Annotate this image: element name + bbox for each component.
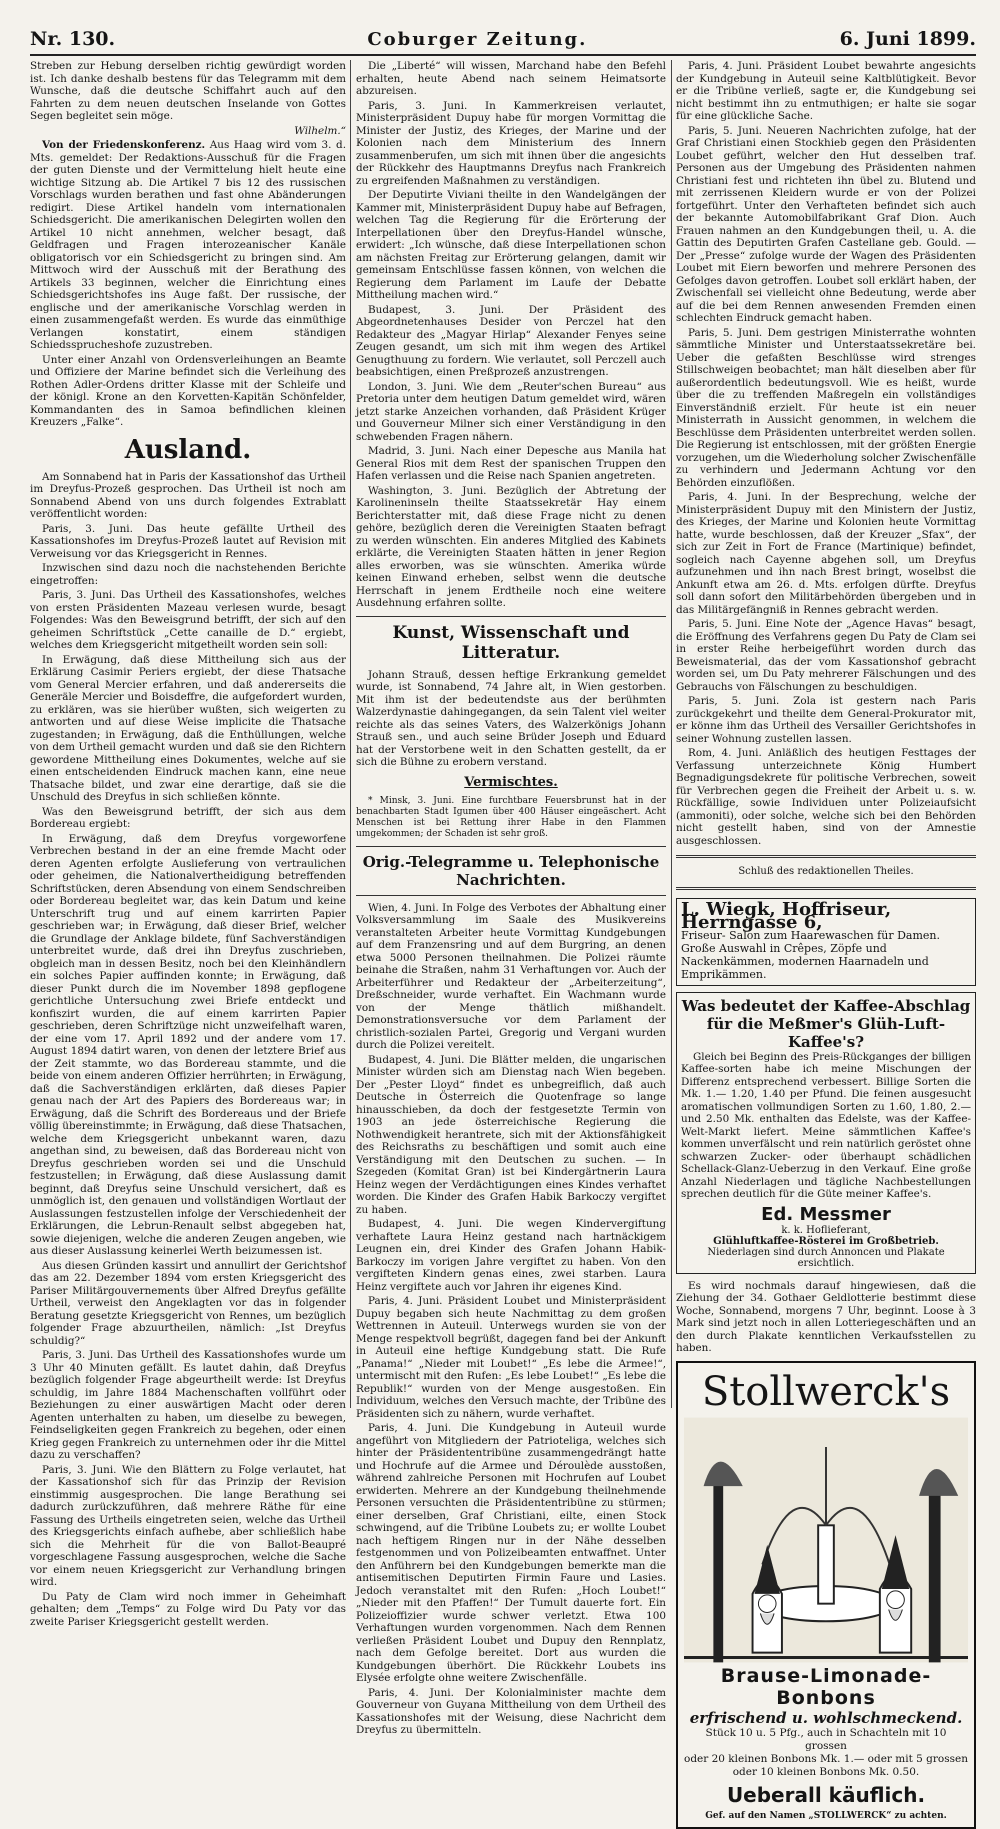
ad-signature: Ed. Messmer <box>761 1203 891 1225</box>
article-text: Paris, 5. Juni. Zola ist gestern nach Paris zurückgekehrt und theilte dem General-Prokurator mit, er könne ihm das Urtheil des Versailler Gerichtshofes in seiner Wohnung zustellen lassen. <box>676 695 976 745</box>
lottery-notice: Es wird nochmals darauf hingewiesen, daß die Ziehung der 34. Gothaer Geldlotterie bestimmt diese Woche, Sonnabend, morgens 7 Uhr, beginnt. Loose à 3 Mark sind jetzt noch in allen Lotteriegeschäften und an den durch Plakate kenntlichen Verkaufsstellen zu haben. <box>676 1279 976 1354</box>
page-header <box>30 24 976 56</box>
ad-price: Stück 10 u. 5 Pfg., auch in Schachteln mit 10 grossen <box>705 1726 947 1752</box>
ad-text: Gleich bei Beginn des Preis-Rückganges der billigen Kaffee-sorten habe ich meine Mischungen der Differenz entsprechend verbessert. Billige Sorten die Mk. 1.— 1.20, 1.40 per Pfund. Die feinen ausgesucht aromatischen vollmundigen Sorten zu 1.60, 1.80, 2.— und 2.50 Mk. enthalten das Edelste, was der Kaffee-Welt-Markt liefert. Meine sämmtlichen Kaffee's kommen unverfälscht und rein natürlich geröstet ohne schwarzen Zucker- oder überhaupt schädlichen Schellack-Glanz-Ueberzug in den Verkauf. Eine große Anzahl Niederlagen und tägliche Nachbestellungen sprechen deutlich für die Güte meiner Kaffee's. <box>681 1050 971 1200</box>
ad-text: Friseur- Salon zum Haarewaschen für Damen. Große Auswahl in Crêpes, Zöpfe und Nackenkämmen, modernen Haarnadeln und Emprikämmen. <box>681 928 940 981</box>
article-text: Paris, 4. Juni. Präsident Loubet und Ministerpräsident Dupuy begaben sich heute Nachmittag zu dem großen Wettrennen in Auteuil. Unterwegs wurden sie von der Menge respektvoll begrüßt, dagegen fand bei der Ankunft in Auteuil eine heftige Kundgebung statt. Die Rufe „Panama!“ „Nieder mit Loubet!“ „Es lebe die Armee!“, untermischt mit den Rufen: „Es lebe Loubet!“ „Es lebe die Republik!“ wurden von der Menge ausgestoßen. Ein Individuum, welches den Versuch machte, der Tribüne des Präsidenten sich zu nähern, wurde verhaftet. <box>356 1295 666 1420</box>
ad-brand: Stollwerck's <box>701 1368 951 1415</box>
article-text: Budapest, 4. Juni. Die wegen Kindervergiftung verhaftete Laura Heinz gestand nach hartnäckigem Leugnen ein, drei Kinder des Grafen Johann Habik-Barkoczy im vorigen Jahre vergiftet zu haben. Von den vergifteten Kindern genas eines, zwei starben. Laura Heinz vergiftete auch vor Jahren ihr eigenes Kind. <box>356 1218 666 1293</box>
article-text: Johann Strauß, dessen heftige Erkrankung gemeldet wurde, ist Sonnabend, 74 Jahre alt, in Wien gestorben. Mit ihm ist der bedeutendste aus der berühmten Walzerdynastie dahingegangen, da sein Talent viel weiter reichte als das seines Vaters, des Walzerkönigs Johann Strauß sen., und auch seine Brüder Joseph und Eduard hat der Verstorbene weit in den Schatten gestellt, da er sich die Bühne zu erobern verstand. <box>356 668 666 768</box>
article-text: Paris, 4. Juni. Präsident Loubet bewahrte angesichts der Kundgebung in Auteuil seine Kaltblütigkeit. Bevor er die Tribüne verließ, sagte er, die Kundgebung sei nicht bestimmt ihn zu entmuthigen; er halte sie sogar für eine glückliche Sache. <box>676 60 976 122</box>
ad-availability: Ueberall käuflich. <box>726 1782 926 1807</box>
divider <box>356 895 666 896</box>
article-text: In Erwägung, daß dem Dreyfus vorgeworfene Verbrechen bestand in der an eine fremde Macht oder deren Agenten erfolgte Auslieferung von vertraulichen oder geheimen, die Nationalvertheidigung betreffenden Schriftstücken, deren Absendung von einem Sendschreiben oder Bordereau begleitet war, das kein Datum und keine Unterschrift trug und auf einem karrirten Papier geschrieben war; in Erwägung, daß dieser Brief, welcher die Grundlage der Anklage bildete, fünf Sachverständigen unterbreitet wurde, daß drei ihn Dreyfus zuschrieben, obgleich man in dessen Besitz, noch bei den Kleinhändlern ein solches Papier auffinden konnte; in Erwägung, daß dieser Punkt durch die im November 1898 gepflogene gerichtliche Untersuchung zwei Briefe entdeckt und konfiszirt wurden, die auf einem karrirten Papier geschrieben, deren Schriftzüge nicht unzweifelhaft waren, der eine vom 17. April 1892 und der andere vom 17. August 1894 datirt waren, von denen der letztere Brief aus der Zeit stammte, wo das Bordereau stammte, und die beide von einem anderen Offizier herrührten; in Erwägung, daß die Sachverständigen erklärten, daß dieses Papier genau nach der Art des Papiers des Bordereaus war; in Erwägung, daß die Schrift des Bordereaus und der Briefe völlig übereinstimmte; in Erwägung, daß diese Thatsachen, welche dem Kriegsgericht unbekannt waren, dazu angethan sind, zu beweisen, daß das Bordereau nicht von Dreyfus geschrieben worden sei und die Unschuld festzustellen; in Erwägung, daß diese Auslassung damit beginnt, daß Dreyfus seine Unschuld versichert, daß es unmöglich ist, den genauen und vollständigen Wortlaut der Auslassungen festzustellen infolge der Verschiedenheit der Erklärungen, die Lebrun-Renault selbst abgegeben hat, sowie diejenigen, welche die anderen Zeugen angeben, wie aus dieser Auslassung keinerlei Werth beizumessen ist. <box>30 832 346 1257</box>
column-1 <box>30 60 346 1628</box>
article-text: Madrid, 3. Juni. Nach einer Depesche aus Manila hat General Rios mit dem Rest der spanischen Truppen den Hafen verlassen und die Reise nach Spanien angetreten. <box>356 445 666 482</box>
article-text: Paris, 5. Juni. Neueren Nachrichten zufolge, hat der Graf Christiani einen Stockhieb gegen den Präsidenten Loubet geführt, welcher den Hut desselben traf. Personen aus der Umgebung des Präsidenten nahmen Christiani fest und richteten ihn übel zu. Blutend und mit zerrissenen Kleidern wurde er von der Polizei fortgeführt. Unter den Verhafteten befindet sich auch der bekannte Automobilfabrikant Graf Dion. Auch Frauen nahmen an den Kundgebungen theil, u. A. die Gattin des Deputirten Grafen Castellane geb. Gould. — Der „Presse“ zufolge wurde der Wagen des Präsidenten Loubet mit Eiern beworfen und mehrere Personen des Gefolges davon getroffen. Loubet soll erklärt haben, der Zwischenfall sei vielleicht ohne Bedeutung, werde aber auf die bei dem Rennen anwesenden Fremden einen schlechten Eindruck gemacht haben. <box>676 124 976 324</box>
divider <box>676 887 976 890</box>
article-text: Paris, 5. Juni. Dem gestrigen Ministerrathe wohnten sämmtliche Minister und Unterstaatssekretäre bei. Ueber die gefaßten Beschlüsse wird strenges Stillschweigen beobachtet; man hält dieselben aber für außerordentlich bedeutungsvoll. Wie es heißt, wurde über die zu treffenden Maßregeln ein vollständiges Einverständniß erzielt. Für heute ist ein neuer Ministerrath in Aussicht genommen, in welchem die Beschlüsse dem Präsidenten unterbreitet werden sollen. Die Regierung ist entschlossen, mit der größten Energie vorzugehen, um die Wiederholung solcher Zwischenfälle zu verhindern und Jedermann Achtung vor den Behörden einzuflößen. <box>676 326 976 489</box>
article-text: Paris, 3. Juni. In Kammerkreisen verlautet, Ministerpräsident Dupuy habe für morgen Vormittag die Minister der Justiz, des Krieges, der Marine und der Kolonien nach dem Ministerium des Innern zusammenberufen, um sich mit ihnen über die angesichts der Rückkehr des Hauptmanns Dreyfus nach Frankreich zu ergreifenden Maßnahmen zu verständigen. <box>356 99 666 187</box>
issue-number: Nr. 130. <box>30 28 116 50</box>
section-heading-telegramme: Orig.-Telegramme u. Telephonische Nachrichten. <box>362 852 660 889</box>
ad-price: oder 10 kleinen Bonbons Mk. 0.50. <box>732 1765 920 1778</box>
article-text: Rom, 4. Juni. Anläßlich des heutigen Festtages der Verfassung unterzeichnete König Humbert Begnadigungsdekrete für politische Verbrechen, soweit für Verbrechen gegen die Freiheit der Arbeit u. s. w. Rückfällige, sowie Individuen unter Polizeiaufsicht (ammoniti), oder solche, welche sich bei den Behörden nicht gestellt haben, sind von der Amnestie ausgeschlossen. <box>676 747 976 847</box>
article-text: Aus diesen Gründen kassirt und annullirt der Gerichtshof das am 22. Dezember 1894 vom ersten Kriegsgericht des Pariser Militärgouvernements über Alfred Dreyfus gefällte Urtheil, verweist den Angeklagten vor das in folgender Beratung gesetzte Kriegsgericht von Rennes, um bezüglich folgender Frage abzuurtheilen, nämlich: „Ist Dreyfus schuldig?“ <box>30 1259 346 1347</box>
divider <box>676 855 976 858</box>
article-text: Am Sonnabend hat in Paris der Kassationshof das Urtheil im Dreyfus-Prozeß gesprochen. Das Urtheil ist noch am Sonnabend Abend von uns durch folgendes Extrablatt veröffentlicht worden: <box>30 470 346 520</box>
column-divider <box>350 60 351 1408</box>
article-text: Der Deputirte Viviani theilte in den Wandelgängen der Kammer mit, Ministerpräsident Dupuy habe auf Befragen, welchen Tag die Regierung für die Erörterung der Interpellationen über den Dreyfus-Handel wünsche, erwidert: „Ich wünsche, daß diese Interpellationen schon am nächsten Freitag zur Erörterung gelangen, damit wir gemeinsam Entschlüsse fassen können, von welchen die Regierung dem Parlament im Laufe der Debatte Mittheilung machen wird.“ <box>356 189 666 301</box>
article-text: Was den Beweisgrund betrifft, der sich aus dem Bordereau ergiebt: <box>30 805 346 830</box>
advertisement-friseur <box>676 898 976 986</box>
advertisement-kaffee <box>676 992 976 1274</box>
divider <box>356 616 666 617</box>
ad-price: oder 20 kleinen Bonbons Mk. 1.— oder mit 5 grossen <box>684 1752 968 1765</box>
article-heading: Von der Friedenskonferenz. <box>42 139 206 151</box>
editorial-end-note: Schluß des redaktionellen Theiles. <box>738 866 914 877</box>
ad-title: Was bedeutet der Kaffee-Abschlag für die Meßmer's Glüh-Luft-Kaffee's? <box>681 996 971 1051</box>
article-text: Paris, 4. Juni. Der Kolonialminister machte dem Gouverneur von Guyana Mittheilung von dem Urtheil des Kassationshofes mit der Weisung, diese Nachricht dem Dreyfus zu übermitteln. <box>356 1686 666 1736</box>
masthead: Coburger Zeitung. <box>367 28 588 50</box>
issue-date: 6. Juni 1899. <box>839 28 976 50</box>
article-text: Du Paty de Clam wird noch immer in Geheimhaft gehalten; dem „Temps“ zu Folge wird Du Paty vor das zweite Pariser Kriegsgericht gestellt werden. <box>30 1590 346 1628</box>
section-heading-vermischtes: Vermischtes. <box>464 774 558 790</box>
article-text: Die „Liberté“ will wissen, Marchand habe den Befehl erhalten, heute Abend nach seinem Heimatsorte abzureisen. <box>356 60 666 97</box>
article-text: Budapest, 3. Juni. Der Präsident des Abgeordnetenhauses Desider von Perczel hat den Redakteur des „Magyar Hirlap“ Alexander Fenyes seine Zeugen gesandt, um sich mit ihm wegen des Artikel Genugthuung zu fordern. Wie verlautet, soll Perczell auch beabsichtigen, einen Preßprozeß anzustrengen. <box>356 303 666 378</box>
article-text: Washington, 3. Juni. Bezüglich der Abtretung der Karolineninseln theilte Staatssekretär Hay einem Berichterstatter mit, daß diese Frage nicht zu denen gehöre, bezüglich deren die Vereinigten Staaten befragt zu werden wünschten. Ein anderes Mitglied des Kabinets erklärte, die Vereinigten Staaten hätten in jener Region alles erworben, was sie wünschten. Amerika würde keinen Einwand erheben, selbst wenn die deutsche Herrschaft in jenem Erdtheile noch eine weitere Ausdehnung erfahren sollte. <box>356 484 666 609</box>
advertisement-stollwerck <box>676 1361 976 1829</box>
column-divider <box>671 60 672 1408</box>
article-text: Streben zur Hebung derselben richtig gewürdigt worden ist. Ich danke deshalb bestens für das Telegramm mit dem Wunsche, daß die deutsche Schiffahrt auch auf den Fahrten zu dem neuen deutschen Inselande von Gottes Segen begleitet sein möge. <box>30 60 346 122</box>
article-text: Paris, 3. Juni. Das heute gefällte Urtheil des Kassationshofes im Dreyfus-Prozeß lautet auf Revision mit Verweisung vor das Kriegsgericht in Rennes. <box>30 522 346 560</box>
article-text: Wien, 4. Juni. In Folge des Verbotes der Abhaltung einer Volksversammlung im Saale des Musikvereins veranstalteten Arbeiter heute Vormittag Kundgebungen auf dem Franzensring und auf dem Burgring, an denen etwa 5000 Personen theilnahmen. Die Polizei räumte beinahe die Straßen, nahm 31 Verhaftungen vor. Auch der Arbeiterführer und Redakteur der „Arbeiterzeitung“, Dreßschneider, wurde verhaftet. Ein Wachmann wurde von der Menge thätlich mißhandelt. Demonstrationsversuche vor dem Parlament der christlich-sozialen Partei, Gregorig und Vergani wurden durch die Polizei vereitelt. <box>356 901 666 1051</box>
signature: Wilhelm.“ <box>294 124 346 137</box>
column-2 <box>356 60 666 1736</box>
gnome-illustration <box>684 1415 968 1665</box>
article-text: Inzwischen sind dazu noch die nachstehenden Berichte eingetroffen: <box>30 562 346 587</box>
ad-subtitle: k. k. Hoflieferant, <box>781 1224 871 1236</box>
article-text: Aus Haag wird vom 3. d. Mts. gemeldet: Der Redaktions-Ausschuß für die Fragen der guten Dienste und der Vermittelung hielt heute eine wichtige Sitzung ab. Die Artikel 7 bis 12 des russischen Vorschlags wurden berathen und fast ohne Abänderungen redigirt. Diese Artikel handeln vom internationalen Schiedsgericht. Die amerikanischen Delegirten wollen den Artikel 10 nicht annehmen, welcher besagt, daß Geldfragen und Fragen interozeanischer Kanäle obligatorisch vor ein Schiedsgericht zu bringen sind. Am Mittwoch wird der Ausschuß mit der Berathung des Artikels 33 beginnen, welcher die Einrichtung eines Schiedsgerichtshofes ins Auge faßt. Der russische, der englische und der amerikanische Vorschlag werden in einen zusammengefaßt werden. Es wurde das einmüthige Verlangen konstatirt, einem ständigen Schiedssprucheshofe zuzustreben. <box>30 139 346 351</box>
section-heading-ausland: Ausland. <box>124 434 252 465</box>
divider <box>356 846 666 847</box>
ad-product: Brause-Limonade-Bonbons <box>720 1664 932 1709</box>
article-text: Budapest, 4. Juni. Die Blätter melden, die ungarischen Minister würden sich am Dienstag nach Wien begeben. Der „Pester Lloyd“ findet es unbegreiflich, daß auch Deutsche in Österreich die Quotenfrage so lange hinausschieben, da doch der festgesetzte Termin von 1903 an jede österreichische Regierung die Nothwendigkeit herantrete, sich mit der Aktionsfähigkeit des Reichsraths zu beschäftigen und somit auch eine Verständigung mit den Deutschen zu suchen. — In Szegeden (Komitat Gran) ist bei Kindergärtnerin Laura Heinz wegen der Verdächtigungen eines Kindes verhaftet worden. Die Kinder des Grafen Habik Barkoczy vergiftet zu haben. <box>356 1053 666 1216</box>
article-text: Paris, 3. Juni. Wie den Blättern zu Folge verlautet, hat der Kassationshof sich für das Prinzip der Revision einstimmig ausgesprochen. Die lange Berathung sei dadurch zurückzuführen, daß mehrere Räthe für eine Fassung des Urtheils eingetreten seien, welche das Urtheil des Kriegsgerichts einfach aufhebe, aber schließlich habe sich die Mehrheit für die von Ballot-Beaupré vorgeschlagene Fassung ausgesprochen, welche die Sache vor einem neuen Kriegsgericht zur Verhandlung bringen wird. <box>30 1463 346 1588</box>
article-text: Unter einer Anzahl von Ordensverleihungen an Beamte und Offiziere der Marine befindet sich die Verleihung des Rothen Adler-Ordens dritter Klasse mit der Schleife und der königl. Krone an den Korvetten-Kapitän Schönfelder, Kommandanten des in Samoa befindlichen kleinen Kreuzers „Falke“. <box>30 353 346 428</box>
ad-subtitle: Niederlagen sind durch Annoncen und Plakate ersichtlich. <box>707 1246 945 1269</box>
ad-subtitle: Glühluftkaffee-Rösterei im Großbetrieb. <box>713 1235 939 1247</box>
article-text: Paris, 3. Juni. Das Urtheil des Kassationshofes, welches von ersten Präsidenten Mazeau verlesen wurde, besagt Folgendes: Was den Beweisgrund betrifft, der sich auf den geheimen Schriftstück „Cette canaille de D.“ ergiebt, welches dem Kriegsgericht mitgetheilt worden sein soll: <box>30 589 346 651</box>
article-text: Paris, 5. Juni. Eine Note der „Agence Havas“ besagt, die Eröffnung des Verfahrens gegen Du Paty de Clam sei in erster Reihe herbeigeführt worden durch das Beweismaterial, das der vom Kassationshof gebracht worden sei, um Du Paty mehrerer Fälschungen und des Gebrauchs von Fälschungen zu beschuldigen. <box>676 618 976 693</box>
column-3 <box>676 60 976 1821</box>
section-heading-kunst: Kunst, Wissenschaft und Litteratur. <box>392 622 630 663</box>
ad-tagline: erfrischend u. wohlschmeckend. <box>689 1708 963 1727</box>
article-text: In Erwägung, daß diese Mittheilung sich aus der Erklärung Casimir Periers ergiebt, der diese Thatsache vom General Mercier erfahren, und daß andererseits die Generäle Mercier und Boisdeffre, die aufgefordert wurden, zu erklären, was sie hierüber wußten, sich weigerten zu antworten und auf diese Weise implicite die Thatsache zugestanden; in Erwägung, daß die Enthüllungen, welche von dem Urtheil gemacht wurden und daß sie den Richtern gewordene Mittheilung eines Dokumentes, welche auf sie einen entscheidenden Eindruck machen kann, eine neue Thatsache bildet, und zwar eine derartige, daß sie die Unschuld des Dreyfus in sich schließen könnte. <box>30 653 346 803</box>
article-text: London, 3. Juni. Wie dem „Reuter'schen Bureau“ aus Pretoria unter dem heutigen Datum gemeldet wird, wären jetzt starke Anzeichen vorhanden, daß Präsident Krüger und Gouverneur Milner sich einer Verständigung in den schwebenden Fragen nähern. <box>356 380 666 443</box>
ad-title: L. Wiegk, Hoffriseur, Herrngasse 6, <box>681 898 892 933</box>
article-text: Paris, 4. Juni. In der Besprechung, welche der Ministerpräsident Dupuy mit den Ministern der Justiz, des Krieges, der Marine und Kolonien heute Vormittag hatte, wurde beschlossen, daß der Kreuzer „Sfax“, der sich zur Zeit in Fort de France (Martinique) befindet, sogleich nach Cayenne abgehen soll, um Dreyfus aufzunehmen und ihn nach Brest bringt, woselbst die Ankunft etwa am 26. d. Mts. erfolgen dürfte. Dreyfus soll dann sofort den Militärbehörden übergeben und in das Militärgefängniß in Rennes gebracht werden. <box>676 491 976 616</box>
ad-fineprint: Gef. auf den Namen „STOLLWERCK“ zu achten. <box>705 1810 947 1821</box>
article-text: * Minsk, 3. Juni. Eine furchtbare Feuersbrunst hat in der benachbarten Stadt Igumen über 400 Häuser eingeäschert. Acht Menschen ist bei Rettung ihrer Habe in den Flammen umgekommen; der Schaden ist sehr groß. <box>356 795 666 839</box>
article-text: Paris, 3. Juni. Das Urtheil des Kassationshofes wurde um 3 Uhr 40 Minuten gefällt. Es lautet dahin, daß Dreyfus bezüglich folgender Frage abgeurtheilt werde: Ist Dreyfus schuldig, im Jahre 1884 Machenschaften vollführt oder Beziehungen zu einer auswärtigen Macht oder deren Agenten unterhalten zu haben, um dieselbe zu bewegen, Feindseligkeiten gegen Frankreich zu begehen, oder einen Krieg gegen Frankreich zu unternehmen oder ihr die Mittel dazu zu verschaffen? <box>30 1349 346 1461</box>
article-text: Paris, 4. Juni. Die Kundgebung in Auteuil wurde angeführt von Mitgliedern der Patrioteliga, welches sich hinter der Präsidententribüne zusammengedrängt hatte und Hochrufe auf die Armee und Déroulède ausstoßen, während zahlreiche Personen mit Hochrufen auf Loubet erwiderten. Mehrere an der Kundgebung theilnehmende Personen versuchten die Präsidententribüne zu stürmen; einer derselben, Graf Christiani, eilte, einen Stock schwingend, auf die Tribüne Loubets zu; er wollte Loubet nach heftigem Ringen nur in der Nähe desselben festgenommen und von Polizeibeamten entwaffnet. Unter den Anführern bei den Kundgebungen bemerkte man die antisemitischen Deputirten Firmin Faure und Lasies. Jedoch veranstaltet mit den Rufen: „Hoch Loubet!“ „Nieder mit den Pfaffen!“ Der Tumult dauerte fort. Ein Polizeioffizier wurde schwer verletzt. Etwa 100 Verhaftungen wurden vorgenommen. Nach dem Rennen verließen Präsident Loubet und Dupuy den Rennplatz, nach dem Gefolge bereitet. Dort aus wurden die Kundgebungen überhört. Die Rückkehr Loubets ins Elysée erfolgte ohne weitere Zwischenfälle. <box>356 1422 666 1684</box>
